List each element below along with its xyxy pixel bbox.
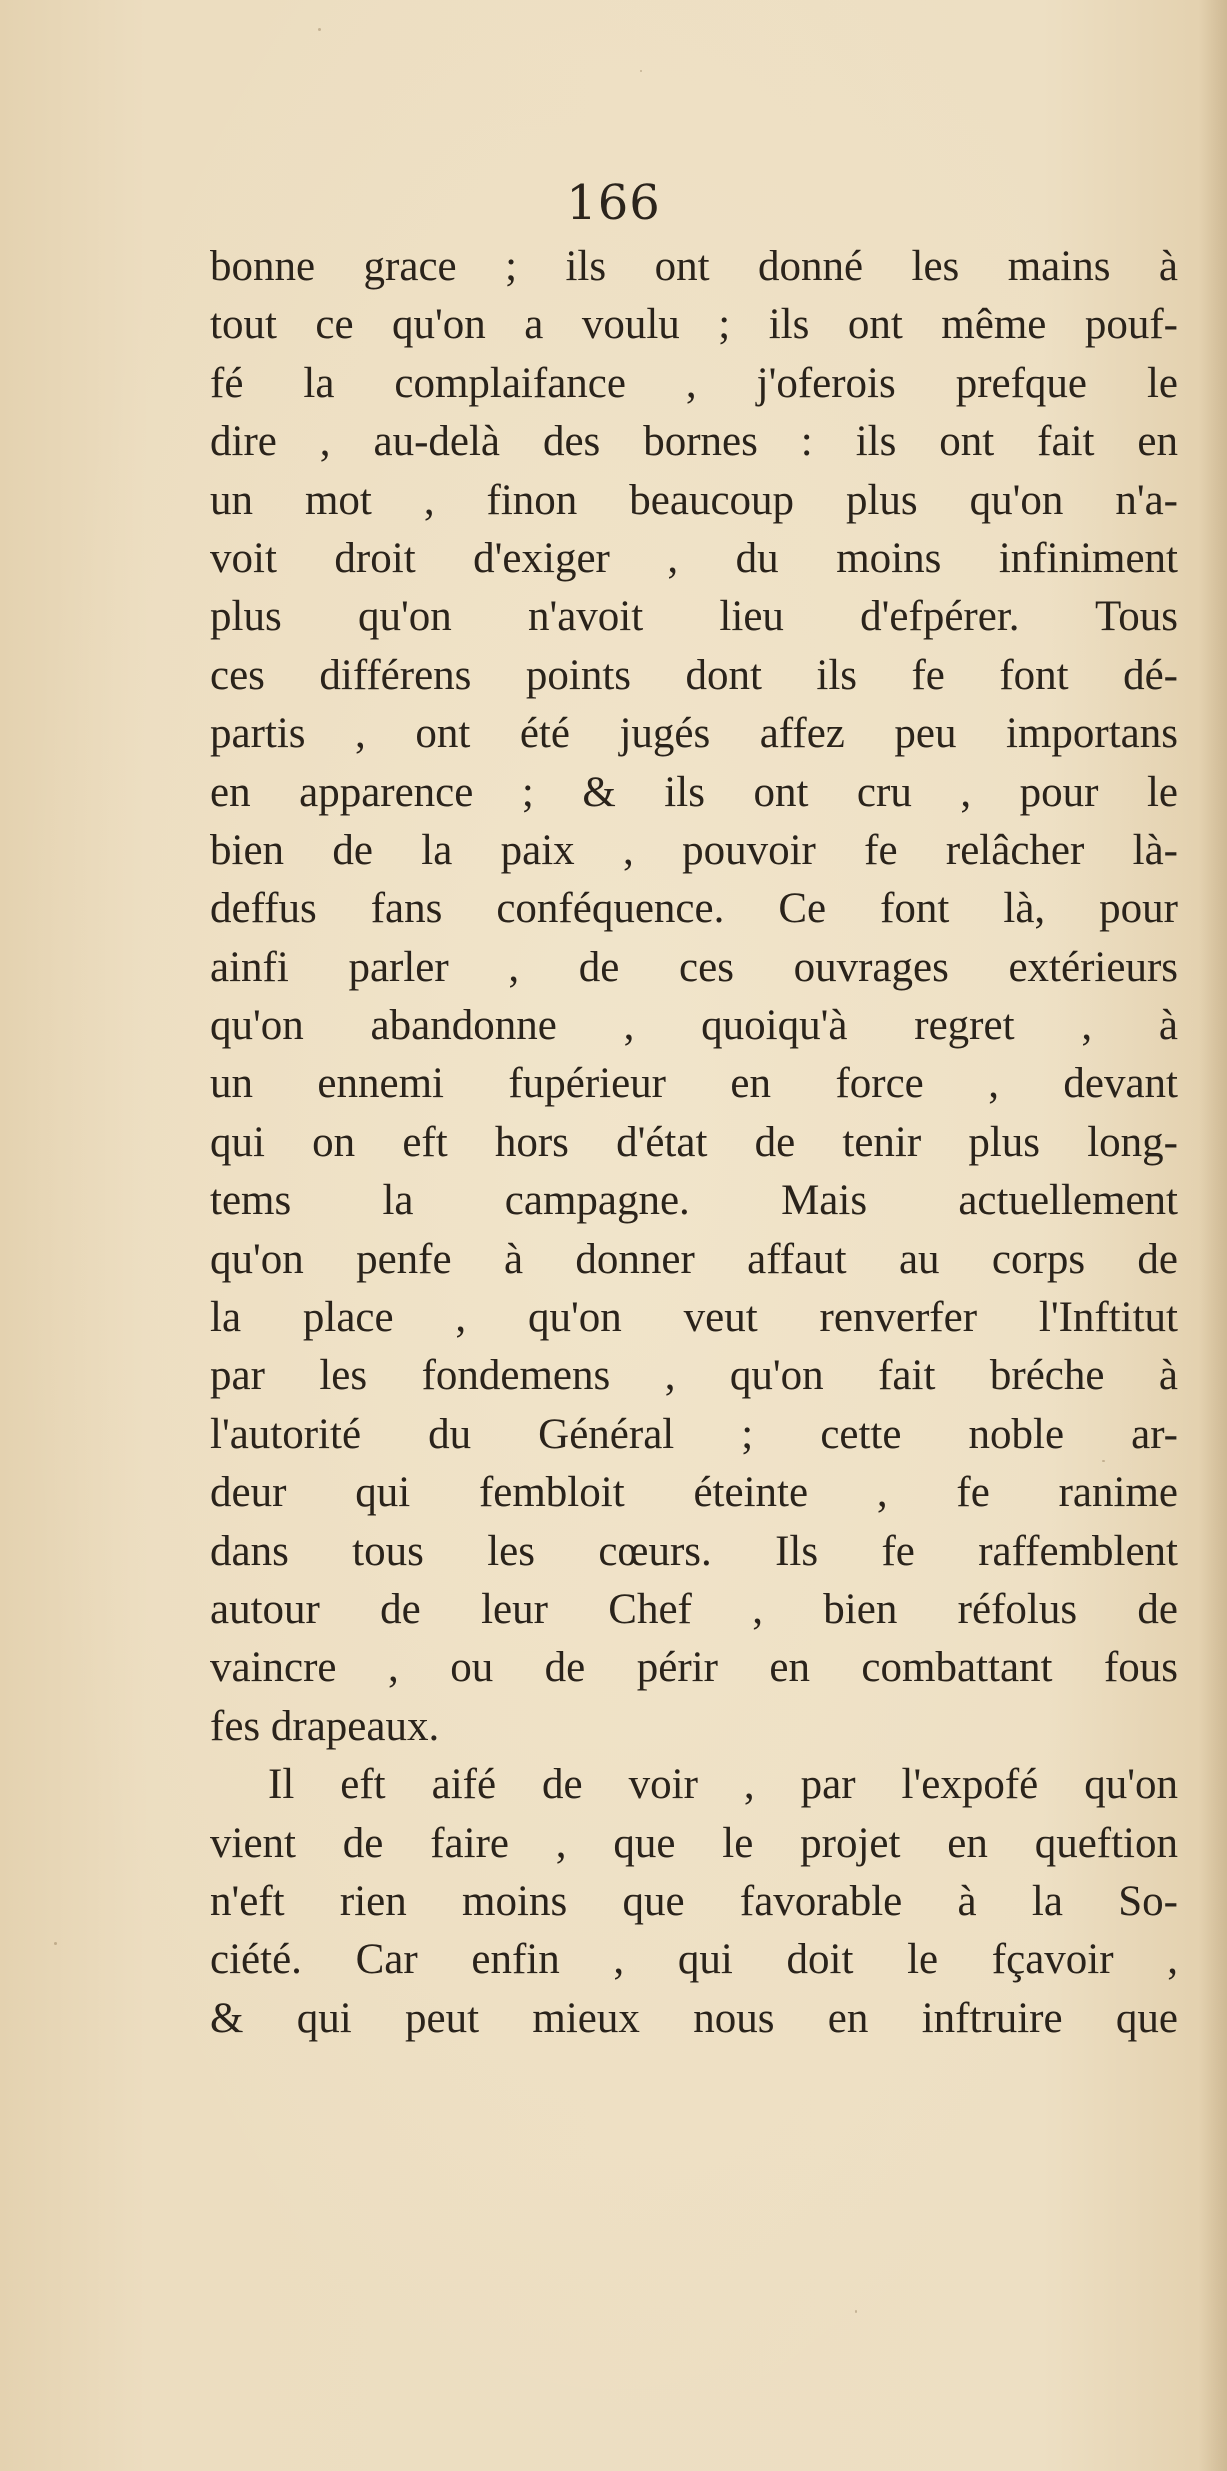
text-line: & qui peut mieux nous en inftruire que	[210, 1994, 1178, 2042]
text-line: deffus fans conféquence. Ce font là, pour	[210, 885, 1178, 933]
page-edge-shadow	[1199, 0, 1227, 2471]
text-line: bonne grace ; ils ont donné les mains à	[210, 243, 1178, 290]
text-line: partis , ont été jugés affez peu importans	[210, 710, 1178, 758]
text-line: en apparence ; & ils ont cru , pour le	[210, 768, 1178, 816]
text-line: voit droit d'exiger , du moins infiniment	[210, 534, 1178, 582]
text-line: vaincre , ou de périr en combattant fous	[210, 1644, 1178, 1692]
text-line: un ennemi fupérieur en force , devant	[210, 1060, 1178, 1108]
text-line: qu'on abandonne , quoiqu'à regret , à	[210, 1002, 1178, 1050]
text-line: ainfi parler , de ces ouvrages extérieurs	[210, 943, 1178, 991]
text-line: l'autorité du Général ; cette noble ar-	[210, 1410, 1178, 1458]
text-line: autour de leur Chef , bien réfolus de	[210, 1585, 1178, 1633]
text-line: tout ce qu'on a voulu ; ils ont même pouf-	[210, 301, 1178, 349]
text-line: qu'on penfe à donner affaut au corps de	[210, 1235, 1178, 1283]
text-line: dire , au-delà des bornes : ils ont fait en	[210, 418, 1178, 466]
text-line: vient de faire , que le projet en queftion	[210, 1819, 1178, 1867]
text-line: deur qui fembloit éteinte , fe ranime	[210, 1469, 1178, 1517]
body-text	[210, 238, 1178, 2048]
text-line: la place , qu'on veut renverfer l'Inftitut	[210, 1294, 1178, 1342]
text-line: Il eft aifé de voir , par l'expofé qu'on	[268, 1761, 1178, 1809]
text-line: un mot , finon beaucoup plus qu'on n'a-	[210, 476, 1178, 524]
text-line: fé la complaifance , j'oferois prefque le	[210, 359, 1178, 407]
text-line: n'eft rien moins que favorable à la So-	[210, 1877, 1178, 1925]
text-line: par les fondemens , qu'on fait bréche à	[210, 1352, 1178, 1400]
text-line: tems la campagne. Mais actuellement	[210, 1177, 1178, 1225]
page-number: 166	[566, 175, 661, 231]
text-line: qui on eft hors d'état de tenir plus long-	[210, 1118, 1178, 1166]
text-line: dans tous les cœurs. Ils fe raffemblent	[210, 1527, 1178, 1575]
text-line: plus qu'on n'avoit lieu d'efpérer. Tous	[210, 593, 1178, 641]
text-line: bien de la paix , pouvoir fe relâcher là-	[210, 826, 1178, 874]
text-line: ces différens points dont ils fe font dé-	[210, 651, 1178, 699]
text-line: fes drapeaux.	[210, 1702, 440, 1750]
text-line: ciété. Car enfin , qui doit le fçavoir ,	[210, 1936, 1178, 1984]
